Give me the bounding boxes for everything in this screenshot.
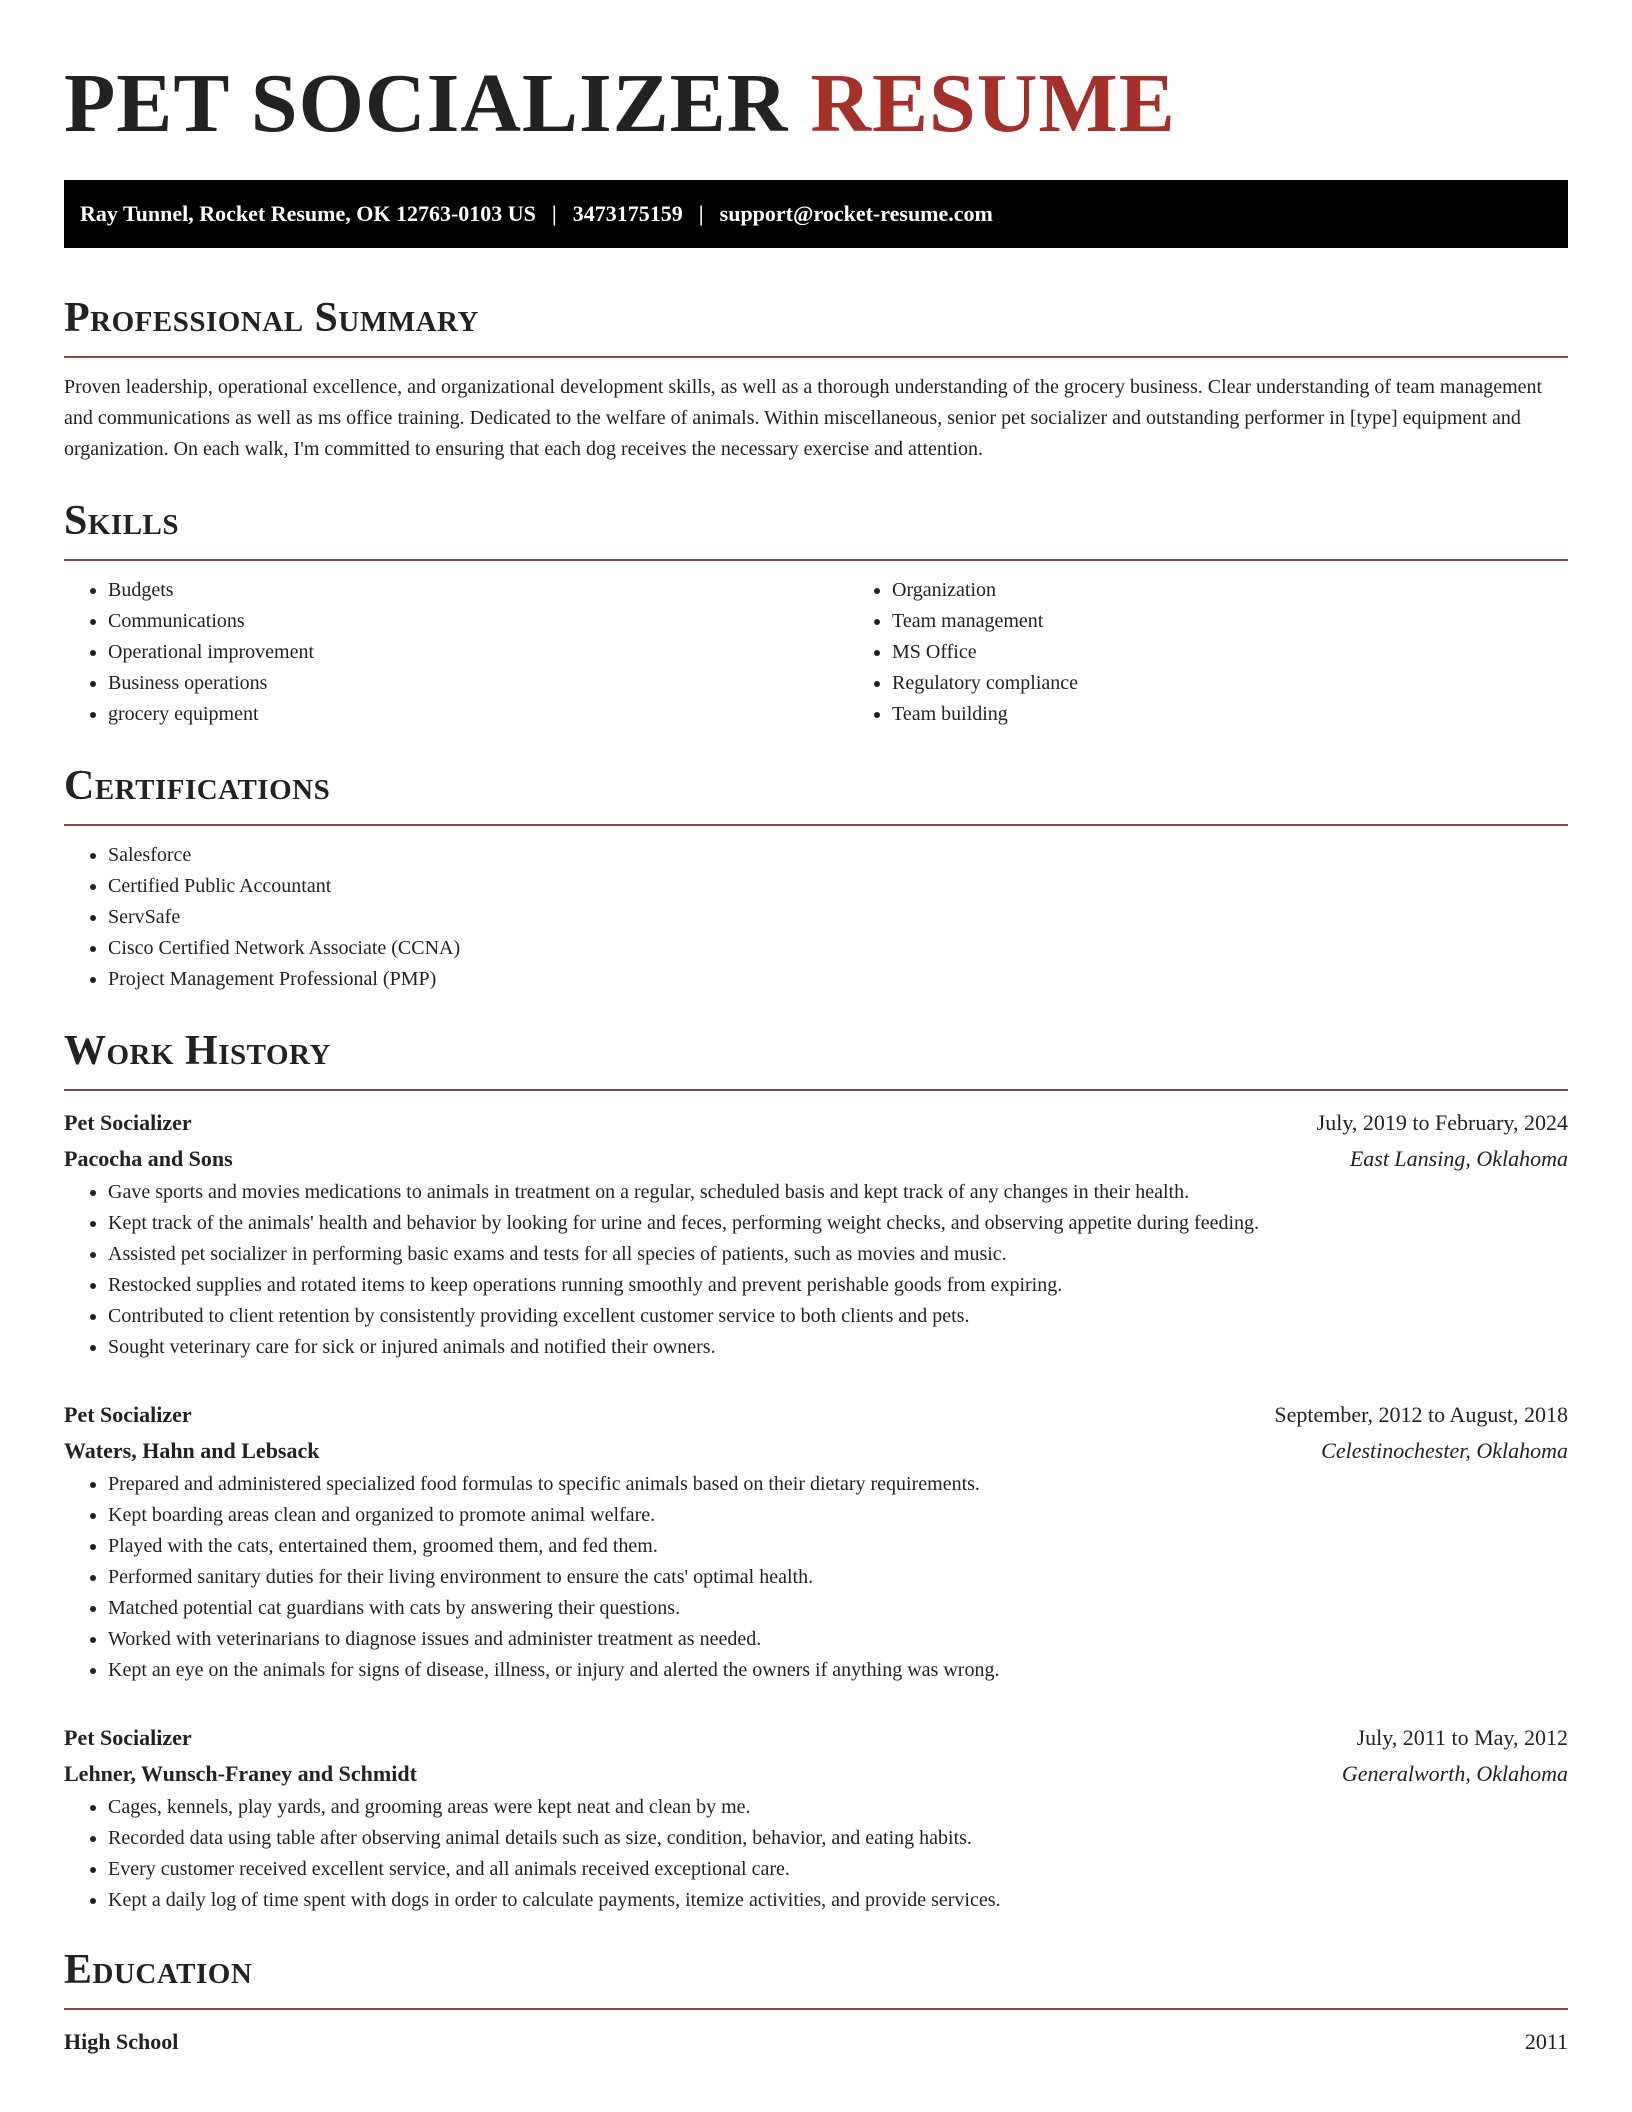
certifications-section bbox=[64, 762, 1568, 995]
job-duty: • Played with the cats, entertained them, groomed them, and fed them. bbox=[108, 1531, 1568, 1562]
job-title-row bbox=[64, 1720, 1568, 1756]
job-title-row bbox=[64, 1397, 1568, 1433]
contact-separator: | bbox=[551, 201, 557, 226]
skill-item: • Team management bbox=[892, 606, 1078, 637]
job-duty: • Kept track of the animals' health and behavior by looking for urine and feces, performing weight checks, and observing appetite during feeding. bbox=[108, 1208, 1568, 1239]
section-divider bbox=[64, 356, 1568, 358]
job-duty: • Every customer received excellent service, and all animals received exceptional care. bbox=[108, 1854, 1568, 1885]
job-company: Pacocha and Sons bbox=[64, 1146, 233, 1171]
section-divider bbox=[64, 824, 1568, 826]
job-title: Pet Socializer bbox=[64, 1725, 192, 1750]
skills-section bbox=[64, 497, 1568, 730]
job-duty: • Assisted pet socializer in performing basic exams and tests for all species of patients, such as movies and music. bbox=[108, 1239, 1568, 1270]
certification-item: • Cisco Certified Network Associate (CCNA) bbox=[108, 933, 1568, 964]
job-location: Generalworth, Oklahoma bbox=[1341, 1761, 1568, 1786]
contact-email: support@rocket-resume.com bbox=[719, 201, 993, 226]
job-entry bbox=[64, 1105, 1568, 1363]
section-heading: Education bbox=[64, 1947, 253, 1993]
section-heading: Professional Summary bbox=[64, 295, 479, 341]
certifications-list bbox=[64, 840, 1568, 995]
certification-item: • ServSafe bbox=[108, 902, 1568, 933]
skills-list-right bbox=[848, 575, 1078, 730]
section-divider bbox=[64, 559, 1568, 561]
contact-separator: | bbox=[698, 201, 704, 226]
job-location: Celestinochester, Oklahoma bbox=[1321, 1438, 1568, 1463]
job-duty: • Performed sanitary duties for their living environment to ensure the cats' optimal health. bbox=[108, 1562, 1568, 1593]
education-year: 2011 bbox=[1524, 2029, 1568, 2054]
skill-item: • Regulatory compliance bbox=[892, 668, 1078, 699]
job-location: East Lansing, Oklahoma bbox=[1349, 1146, 1568, 1171]
job-duty: • Restocked supplies and rotated items to keep operations running smoothly and prevent perishable goods from expiring. bbox=[108, 1270, 1568, 1301]
education-row bbox=[64, 2024, 1568, 2060]
skill-item: • grocery equipment bbox=[108, 699, 848, 730]
job-dates: July, 2019 to February, 2024 bbox=[1316, 1110, 1568, 1135]
skill-item: • Organization bbox=[892, 575, 1078, 606]
section-divider bbox=[64, 2008, 1568, 2010]
job-title: Pet Socializer bbox=[64, 1110, 192, 1135]
job-duty: • Worked with veterinarians to diagnose issues and administer treatment as needed. bbox=[108, 1624, 1568, 1655]
work-history-section bbox=[64, 1027, 1568, 1916]
job-duty: • Cages, kennels, play yards, and grooming areas were kept neat and clean by me. bbox=[108, 1792, 1568, 1823]
job-entry bbox=[64, 1397, 1568, 1686]
job-company-row bbox=[64, 1141, 1568, 1177]
certification-item: • Certified Public Accountant bbox=[108, 871, 1568, 902]
education-degree: High School bbox=[64, 2029, 179, 2054]
skill-item: • Communications bbox=[108, 606, 848, 637]
skill-item: • Team building bbox=[892, 699, 1078, 730]
job-duty: • Contributed to client retention by consistently providing excellent customer service to both clients and pets. bbox=[108, 1301, 1568, 1332]
job-duties-list bbox=[64, 1469, 1568, 1686]
job-company-row bbox=[64, 1433, 1568, 1469]
contact-phone: 3473175159 bbox=[572, 201, 683, 226]
job-company: Waters, Hahn and Lebsack bbox=[64, 1438, 320, 1463]
resume-title bbox=[64, 56, 1568, 152]
job-title: Pet Socializer bbox=[64, 1402, 192, 1427]
job-duty: • Prepared and administered specialized food formulas to specific animals based on their dietary requirements. bbox=[108, 1469, 1568, 1500]
job-dates: July, 2011 to May, 2012 bbox=[1356, 1725, 1568, 1750]
job-duty: • Sought veterinary care for sick or injured animals and notified their owners. bbox=[108, 1332, 1568, 1363]
summary-text: Proven leadership, operational excellence, and organizational development skills, as well as a thorough understanding of the grocery business. Clear understanding of team management and communications as well as ms office training. Dedicated to the welfare of animals. Within miscellaneous, senior pet socializer and outstanding performer in [type] equipment and organization. On each walk, I'm committed to ensuring that each dog receives the necessary exercise and attention. bbox=[64, 376, 1543, 460]
job-entry bbox=[64, 1720, 1568, 1916]
job-duty: • Kept a daily log of time spent with dogs in order to calculate payments, itemize activities, and provide services. bbox=[108, 1885, 1568, 1916]
job-duty: • Matched potential cat guardians with cats by answering their questions. bbox=[108, 1593, 1568, 1624]
professional-summary-section bbox=[64, 294, 1568, 465]
skill-item: • Operational improvement bbox=[108, 637, 848, 668]
job-dates: September, 2012 to August, 2018 bbox=[1274, 1402, 1568, 1427]
title-accent: RESUME bbox=[810, 57, 1176, 150]
job-duties-list bbox=[64, 1177, 1568, 1363]
job-duty: • Gave sports and movies medications to animals in treatment on a regular, scheduled basis and kept track of any changes in their health. bbox=[108, 1177, 1568, 1208]
section-heading: Skills bbox=[64, 498, 180, 544]
skill-item: • MS Office bbox=[892, 637, 1078, 668]
title-main: PET SOCIALIZER bbox=[64, 57, 789, 150]
job-company-row bbox=[64, 1756, 1568, 1792]
education-section bbox=[64, 1946, 1568, 2060]
job-duty: • Kept boarding areas clean and organized to promote animal welfare. bbox=[108, 1500, 1568, 1531]
certification-item: • Salesforce bbox=[108, 840, 1568, 871]
section-divider bbox=[64, 1089, 1568, 1091]
job-title-row bbox=[64, 1105, 1568, 1141]
section-heading: Certifications bbox=[64, 763, 331, 809]
job-duty: • Kept an eye on the animals for signs of disease, illness, or injury and alerted the owners if anything was wrong. bbox=[108, 1655, 1568, 1686]
job-company: Lehner, Wunsch-Franey and Schmidt bbox=[64, 1761, 417, 1786]
skills-list-left bbox=[64, 575, 848, 730]
contact-bar bbox=[64, 180, 1568, 248]
certification-item: • Project Management Professional (PMP) bbox=[108, 964, 1568, 995]
job-duties-list bbox=[64, 1792, 1568, 1916]
job-duty: • Recorded data using table after observing animal details such as size, condition, behavior, and eating habits. bbox=[108, 1823, 1568, 1854]
section-heading: Work History bbox=[64, 1028, 331, 1074]
skills-grid bbox=[64, 575, 1568, 730]
contact-address: Ray Tunnel, Rocket Resume, OK 12763-0103 US bbox=[80, 201, 536, 226]
skill-item: • Budgets bbox=[108, 575, 848, 606]
skill-item: • Business operations bbox=[108, 668, 848, 699]
